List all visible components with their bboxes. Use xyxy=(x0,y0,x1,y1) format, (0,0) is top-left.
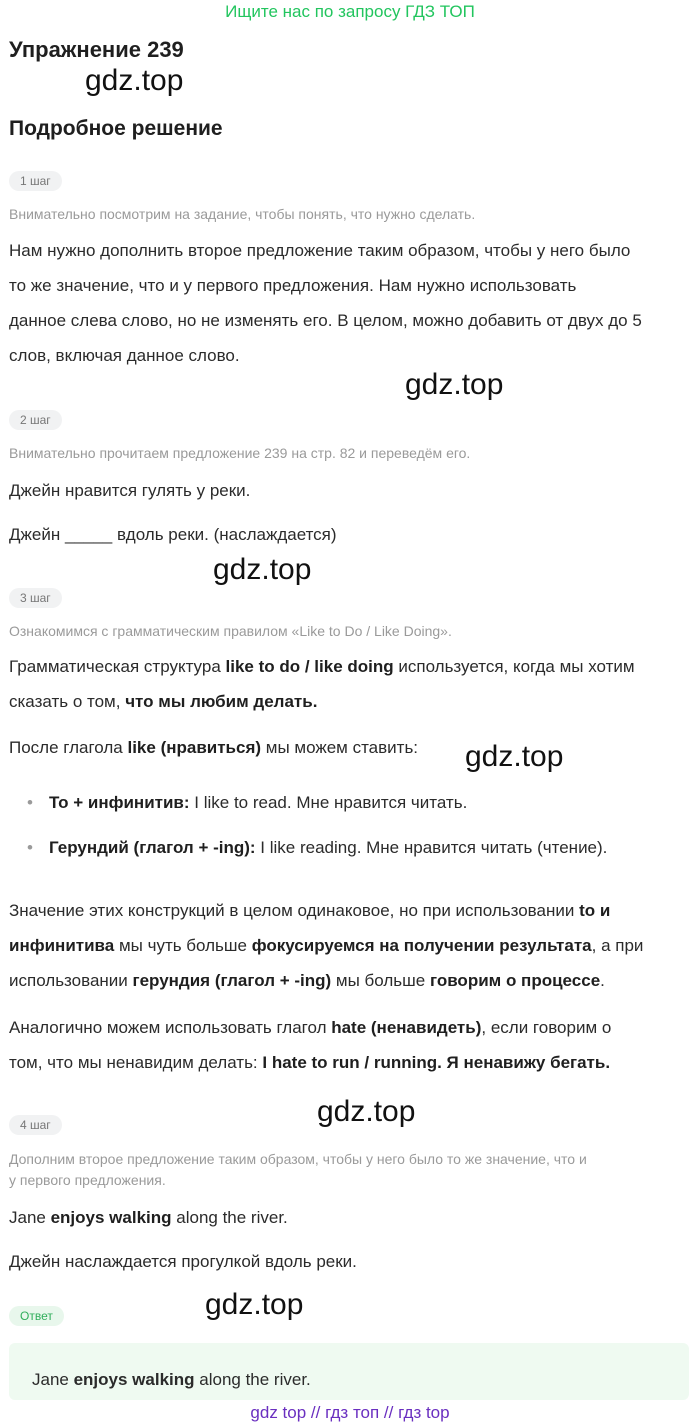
list-item: • Герундий (глагол + -ing): I like reading. Мне нравится читать (чтение). xyxy=(27,835,687,861)
step-2-hint: Внимательно прочитаем предложение 239 на стр. 82 и переведём его. xyxy=(9,445,471,461)
step-4-sentence-russian: Джейн наслаждается прогулкой вдоль реки. xyxy=(9,1252,357,1271)
answer-text: Jane enjoys walking along the river. xyxy=(32,1370,311,1389)
step-4-hint: Дополним второе предложение таким образом, чтобы у него было то же значение, что и у первого предложения. xyxy=(9,1151,587,1188)
section-title: Подробное решение xyxy=(9,117,223,140)
step-3-paragraph-3: Значение этих конструкций в целом одинаковое, но при использовании to и инфинитива мы чуть больше фокусируемся на получении результата, а при использовании герундия (глагол + -ing) мы больше говорим о процессе. xyxy=(9,901,644,990)
step-1-text xyxy=(9,233,689,373)
step-1-hint: Внимательно посмотрим на задание, чтобы понять, что нужно сделать. xyxy=(9,206,476,222)
text-line: данное слева слово, но не изменять его. В целом, можно добавить от двух до 5 xyxy=(9,311,642,330)
step-2-line-1: Джейн нравится гулять у реки. xyxy=(9,481,251,500)
step-1-badge: 1 шаг xyxy=(9,171,62,191)
text-line: Нам нужно дополнить второе предложение таким образом, чтобы у него было xyxy=(9,241,631,260)
step-3-paragraph-2: После глагола like (нравиться) мы можем ставить: xyxy=(9,738,419,757)
step-3-badge: 3 шаг xyxy=(9,588,62,608)
watermark: gdz.top xyxy=(205,1288,304,1321)
watermark: gdz.top xyxy=(405,368,504,401)
watermark: gdz.top xyxy=(465,740,564,773)
answer-box xyxy=(9,1343,689,1400)
answer-badge: Ответ xyxy=(9,1306,64,1326)
step-3-paragraph-4: Аналогично можем использовать глагол hate (ненавидеть), если говорим о том, что мы ненавидим делать: I hate to run / running. Я ненавижу бегать. xyxy=(9,1018,612,1072)
watermark: gdz.top xyxy=(317,1095,416,1128)
step-4-badge: 4 шаг xyxy=(9,1115,62,1135)
list-item: • To + инфинитив: I like to read. Мне нравится читать. xyxy=(27,790,687,816)
step-3-hint: Ознакомимся с грамматическим правилом «Like to Do / Like Doing». xyxy=(9,623,452,639)
top-banner[interactable]: Ищите нас по запросу ГДЗ ТОП xyxy=(225,2,475,21)
bullet-dot: • xyxy=(27,793,33,812)
page-title: Упражнение 239 xyxy=(9,37,184,62)
step-2-badge: 2 шаг xyxy=(9,410,62,430)
watermark: gdz.top xyxy=(85,64,184,97)
step-2-line-2: Джейн _____ вдоль реки. (наслаждается) xyxy=(9,525,337,544)
watermark: gdz.top xyxy=(213,553,312,586)
bottom-links[interactable]: gdz top // гдз топ // гдз top xyxy=(250,1403,450,1422)
step-3-paragraph-1: Грамматическая структура like to do / like doing используется, когда мы хотим сказать о том, что мы любим делать. xyxy=(9,657,635,711)
text-line: слов, включая данное слово. xyxy=(9,346,240,365)
bullet-dot: • xyxy=(27,838,33,857)
text-line: то же значение, что и у первого предложения. Нам нужно использовать xyxy=(9,276,577,295)
step-4-sentence-english: Jane enjoys walking along the river. xyxy=(9,1208,288,1227)
